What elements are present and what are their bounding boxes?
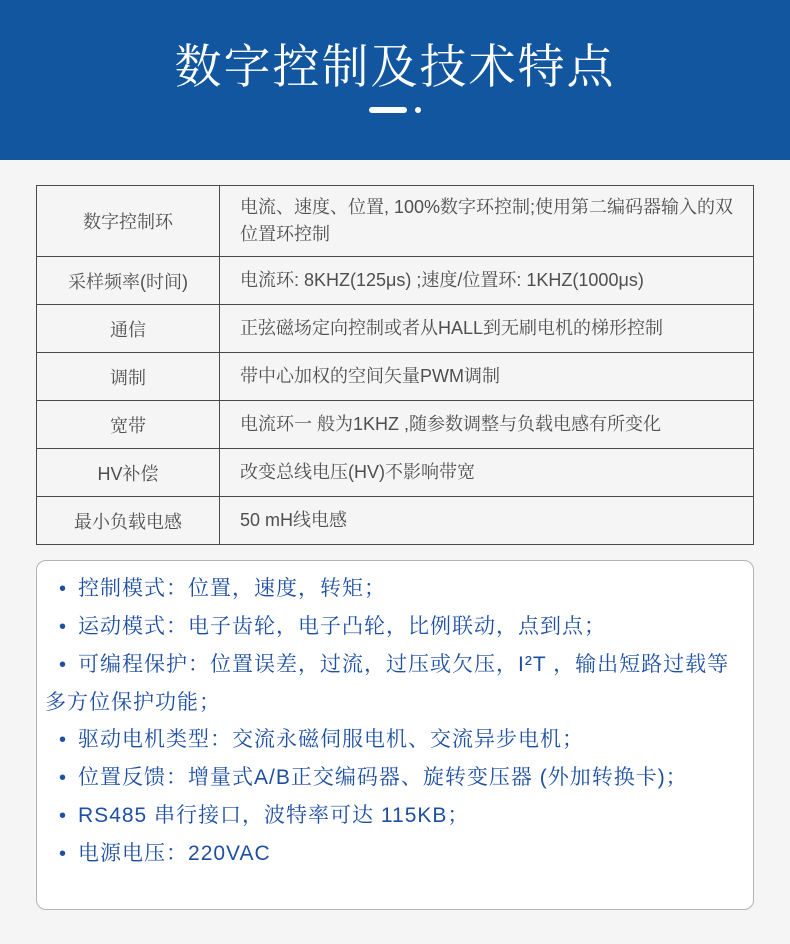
list-item (45, 721, 745, 759)
divider-dash-icon (369, 107, 407, 113)
table-row (37, 449, 754, 497)
feature-text: 控制模式：位置，速度，转矩； (78, 577, 387, 600)
spec-label: 数字控制环 (37, 186, 220, 257)
header-banner (0, 0, 790, 160)
bullet-icon: • (59, 729, 68, 751)
bullet-icon: • (59, 616, 68, 638)
spec-label: 采样频率(时间) (37, 257, 220, 305)
spec-value: 电流环一 般为1KHZ ,随参数调整与负载电感有所变化 (220, 401, 754, 449)
spec-value: 电流、速度、位置, 100%数字环控制;使用第二编码器输入的双位置环控制 (220, 186, 754, 257)
divider-dot-icon (415, 107, 421, 113)
bullet-icon: • (59, 654, 68, 676)
table-row (37, 186, 754, 257)
spec-label: HV补偿 (37, 449, 220, 497)
list-item (45, 797, 745, 835)
list-item (45, 646, 745, 721)
bullet-icon: • (59, 843, 68, 865)
list-item (45, 835, 745, 873)
spec-label: 通信 (37, 305, 220, 353)
list-item (45, 759, 745, 797)
feature-text: 可编程保护：位置误差，过流，过压或欠压，I²T ，输出短路过载等多方位保护功能； (45, 653, 730, 714)
table-row (37, 401, 754, 449)
spec-value: 50 mH线电感 (220, 497, 754, 545)
feature-text: 位置反馈：增量式A/B正交编码器、旋转变压器 (外加转换卡)； (78, 766, 688, 789)
list-item (45, 608, 745, 646)
spec-value: 电流环: 8KHZ(125μs) ;速度/位置环: 1KHZ(1000μs) (220, 257, 754, 305)
page-title: 数字控制及技术特点 (174, 40, 616, 93)
spec-value: 带中心加权的空间矢量PWM调制 (220, 353, 754, 401)
spec-label: 宽带 (37, 401, 220, 449)
bullet-icon: • (59, 767, 68, 789)
bullet-icon: • (59, 578, 68, 600)
features-card (36, 560, 754, 910)
table-row (37, 353, 754, 401)
spec-label: 调制 (37, 353, 220, 401)
feature-text: 运动模式：电子齿轮，电子凸轮，比例联动，点到点； (78, 615, 607, 638)
feature-text: 驱动电机类型：交流永磁伺服电机、交流异步电机； (78, 728, 585, 751)
spec-label: 最小负载电感 (37, 497, 220, 545)
list-item (45, 570, 745, 608)
table-row (37, 497, 754, 545)
table-row (37, 257, 754, 305)
bullet-icon: • (59, 805, 68, 827)
spec-value: 正弦磁场定向控制或者从HALL到无刷电机的梯形控制 (220, 305, 754, 353)
feature-text: 电源电压：220VAC (78, 842, 271, 865)
table-row (37, 305, 754, 353)
spec-table (36, 185, 754, 545)
feature-text: RS485 串行接口，波特率可达 115KB； (78, 804, 470, 827)
title-divider (0, 107, 790, 113)
spec-value: 改变总线电压(HV)不影响带宽 (220, 449, 754, 497)
